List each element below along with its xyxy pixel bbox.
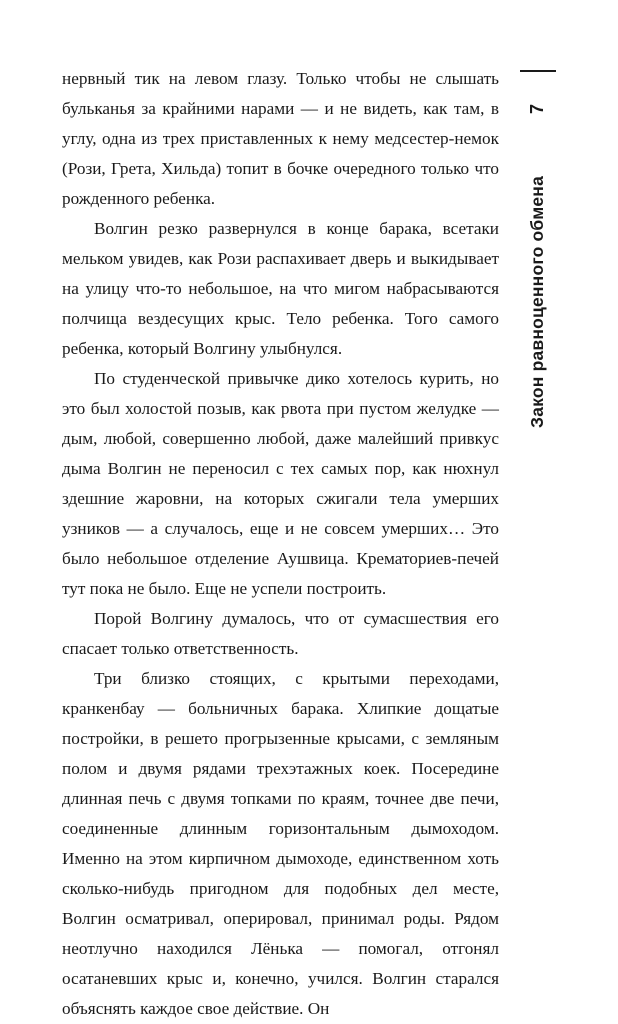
body-text xyxy=(62,64,499,1024)
paragraph-3: По студенческой привычке дико хотелось курить, но это был холостой позыв, как рвота при пустом желудке — дым, любой, совершенно любой, даже малейший привкус дыма Волгин не переносил с тех самых пор, как нюхнул здешние жаровни, на которых сжигали тела умерших узников — а случалось, еще и не совсем умерших… Это было небольшое отделение Аушвица. Крематориев-печей тут пока не было. Еще не успели построить. xyxy=(62,369,499,598)
page-number: 7 xyxy=(526,104,547,115)
running-head xyxy=(517,88,557,548)
book-title: Закон равноценного обмена xyxy=(526,176,547,428)
paragraph-2: Волгин резко развернулся в конце барака, всетаки мельком увидев, как Рози распахивает дверь и выкидывает на улицу что-то небольшое, на что мигом набрасываются полчища вездесущих крыс. Тело ребенка. Того самого ребенка, который Волгину улыбнулся. xyxy=(62,219,499,358)
paragraph-1: нервный тик на левом глазу. Только чтобы не слышать бульканья за крайними нарами — и не видеть, как там, в углу, одна из трех приставленных к нему медсестер-немок (Рози, Грета, Хильда) топит в бочке очередного только что рожденного ребенка. xyxy=(62,69,499,208)
paragraph-5: Три близко стоящих, с крытыми переходами, кранкенбау — больничных барака. Хлипкие дощатые постройки, в решето прогрызенные крысами, с земляным полом и двумя рядами трехэтажных коек. Посередине длинная печь с двумя топками по краям, точнее две печи, соединенные длинным горизонтальным дымоходом. Именно на этом кирпичном дымоходе, единственном хоть сколько-нибудь пригодном для подобных дел месте, Волгин осматривал, оперировал, принимал роды. Рядом неотлучно находился Лёнька — помогал, отгонял осатаневших крыс и, конечно, учился. Волгин старался объяснять каждое свое действие. Он xyxy=(62,669,499,1018)
paragraph-4: Порой Волгину думалось, что от сумасшествия его спасает только ответственность. xyxy=(62,609,499,658)
top-rule xyxy=(520,70,556,72)
